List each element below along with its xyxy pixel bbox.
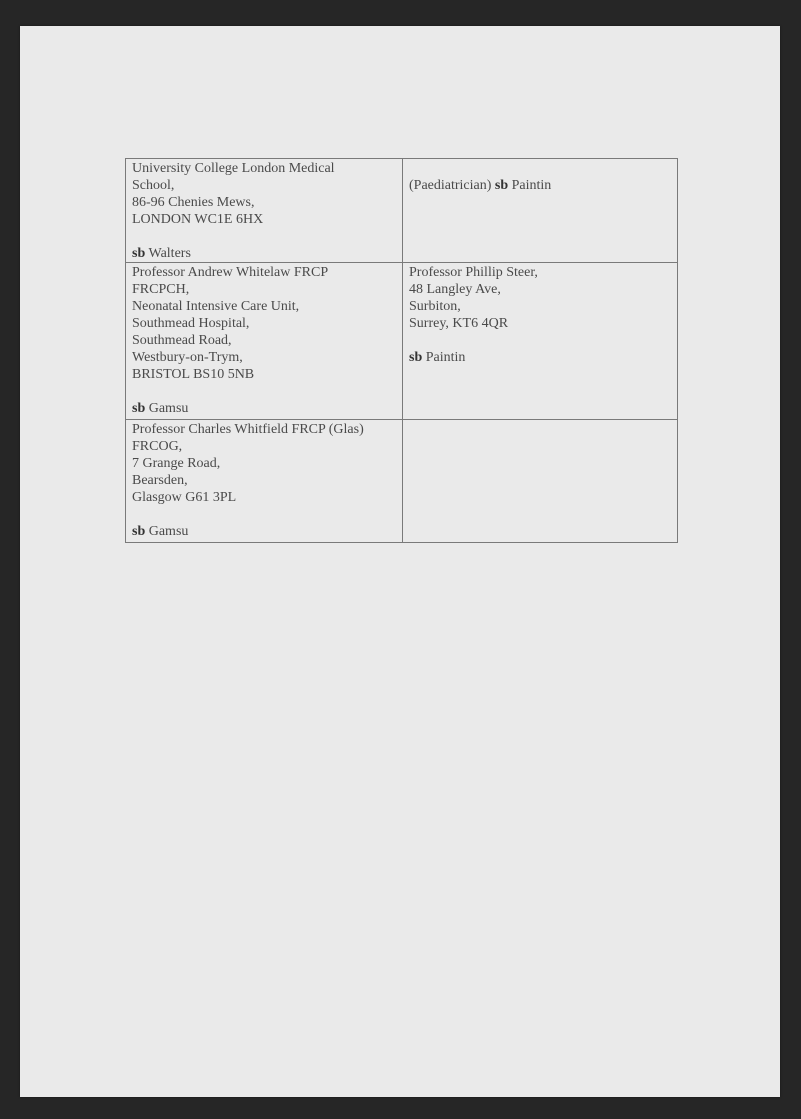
sb-line (132, 245, 396, 262)
spacer (132, 228, 396, 245)
address-line: Professor Charles Whitfield FRCP (Glas) (132, 422, 364, 437)
table-row (126, 263, 678, 420)
address-line: University College London Medical (132, 161, 335, 176)
address-line: FRCOG, (132, 439, 183, 454)
empty-cell (403, 420, 678, 543)
sb-line (409, 349, 671, 366)
sb-name: Paintin (425, 350, 466, 365)
specialty-label: (Paediatrician) (409, 178, 492, 193)
address-line: Neonatal Intensive Care Unit, (132, 299, 300, 314)
sb-label: sb (494, 178, 509, 193)
sb-name: Gamsu (148, 524, 189, 539)
address-line: Professor Phillip Steer, (409, 265, 538, 280)
address-line: Bearsden, (132, 473, 188, 488)
sb-label: sb (409, 350, 423, 365)
sb-line (132, 523, 396, 540)
table-row (126, 420, 678, 543)
address-line: Surbiton, (409, 299, 461, 314)
address-cell (126, 420, 403, 543)
spacer (132, 383, 396, 400)
spacer (132, 506, 396, 523)
address-cell (403, 263, 678, 420)
address-line: FRCPCH, (132, 282, 190, 297)
address-line: Glasgow G61 3PL (132, 490, 237, 505)
specialty-line (409, 177, 671, 194)
sb-label: sb (132, 401, 146, 416)
spacer (409, 332, 671, 349)
sb-name: Walters (148, 246, 191, 261)
sb-label: sb (132, 246, 146, 261)
address-cell (403, 159, 678, 263)
sb-name: Paintin (511, 178, 552, 193)
sb-name: Gamsu (148, 401, 189, 416)
address-line: 7 Grange Road, (132, 456, 221, 471)
address-line: Westbury-on-Trym, (132, 350, 243, 365)
address-cell (126, 159, 403, 263)
address-line: Southmead Hospital, (132, 316, 250, 331)
document-page (20, 26, 780, 1097)
address-line: Professor Andrew Whitelaw FRCP (132, 265, 329, 280)
address-table (125, 158, 678, 543)
sb-label: sb (132, 524, 146, 539)
address-line: School, (132, 178, 175, 193)
address-line: Southmead Road, (132, 333, 232, 348)
spacer (409, 160, 671, 177)
address-cell (126, 263, 403, 420)
address-line: BRISTOL BS10 5NB (132, 367, 255, 382)
sb-line (132, 400, 396, 417)
address-line: 86-96 Chenies Mews, (132, 195, 255, 210)
table-row (126, 159, 678, 263)
address-line: LONDON WC1E 6HX (132, 212, 264, 227)
address-line: 48 Langley Ave, (409, 282, 501, 297)
address-line: Surrey, KT6 4QR (409, 316, 509, 331)
